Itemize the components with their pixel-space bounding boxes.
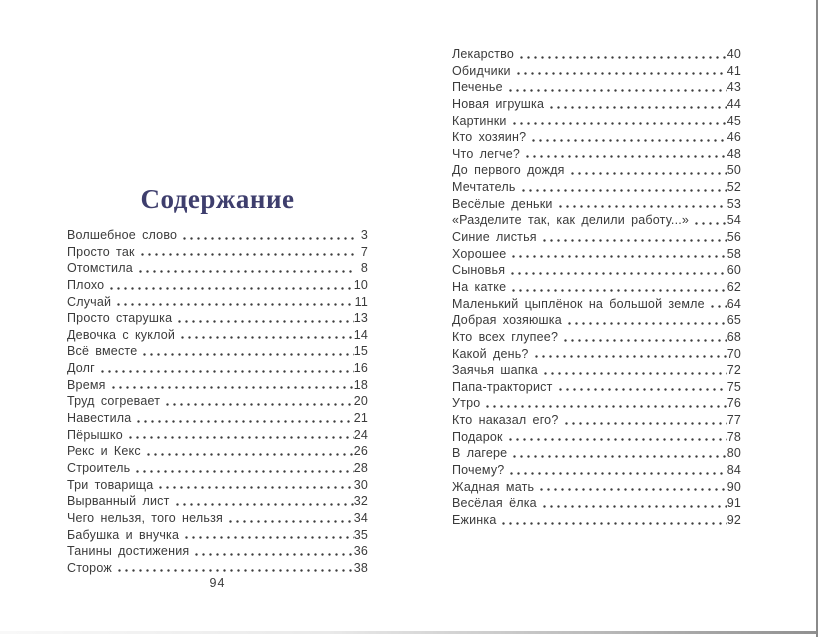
toc-entry-page: 60: [726, 263, 741, 278]
toc-entry-page: 41: [726, 63, 741, 78]
dot-leader: [569, 162, 727, 179]
dot-leader: [538, 479, 726, 496]
toc-entry-page: 14: [353, 327, 368, 342]
dot-leader: [116, 560, 354, 577]
toc-entry: [67, 493, 368, 510]
dot-leader: [542, 362, 727, 379]
toc-entry-page: 77: [726, 413, 741, 428]
dot-leader: [693, 212, 727, 229]
toc-entry-page: 78: [726, 429, 741, 444]
toc-entry-title: Синие листья: [452, 230, 537, 245]
toc-entry-title: Всё вместе: [67, 344, 138, 359]
toc-entry-title: Новая игрушка: [452, 96, 545, 111]
toc-entry-title: Хорошее: [452, 246, 507, 261]
toc-entry-page: 44: [726, 96, 741, 111]
toc-entry-page: 15: [353, 344, 368, 359]
toc-entry-title: Лекарство: [452, 47, 515, 61]
toc-entry-page: 8: [360, 261, 368, 276]
dot-leader: [557, 379, 727, 396]
toc-entry: [452, 212, 741, 229]
dot-leader: [145, 443, 354, 460]
toc-entry: [67, 310, 368, 327]
toc-entry: [452, 346, 741, 363]
toc-entry: [452, 96, 741, 113]
dot-leader: [520, 179, 727, 196]
toc-entry-page: 75: [726, 379, 741, 394]
toc-entry-page: 65: [726, 313, 741, 328]
toc-entry-page: 46: [726, 130, 741, 145]
toc-entry-page: 91: [726, 496, 741, 511]
toc-entry: [452, 63, 741, 80]
toc-entry-title: Танины достижения: [67, 544, 190, 559]
dot-leader: [511, 113, 727, 130]
toc-entry-title: Маленький цыплёнок на большой земле: [452, 296, 705, 311]
toc-entry-title: Заячья шапка: [452, 363, 538, 378]
dot-leader: [507, 429, 727, 446]
toc-entry-title: Утро: [452, 396, 481, 411]
toc-entry-page: 21: [353, 411, 368, 426]
toc-entry-title: Плохо: [67, 277, 105, 292]
toc-entry-title: Весёлая ёлка: [452, 496, 537, 511]
toc-entry-title: Пёрышко: [67, 427, 123, 442]
toc-entry: [452, 46, 741, 63]
toc-entry-page: 30: [353, 477, 368, 492]
dot-leader: [139, 244, 354, 261]
toc-entry-title: Бабушка и внучка: [67, 527, 180, 542]
toc-entry-title: Добрая хозяюшка: [452, 313, 562, 328]
toc-entry: [452, 129, 741, 146]
dot-leader: [115, 294, 354, 311]
toc-entry: [67, 294, 368, 311]
toc-entry: [67, 560, 368, 577]
toc-entry-title: В лагере: [452, 446, 508, 461]
toc-entry-page: 53: [726, 196, 741, 211]
dot-leader: [518, 46, 727, 63]
dot-leader: [157, 477, 353, 494]
dot-leader: [176, 310, 353, 327]
toc-entry-page: 20: [353, 394, 368, 409]
dot-leader: [164, 393, 354, 410]
toc-entry-title: Какой день?: [452, 346, 529, 361]
toc-entry-title: Картинки: [452, 113, 507, 128]
toc-entry-title: Три товарища: [67, 477, 154, 492]
toc-entry-page: 35: [353, 527, 368, 542]
dot-leader: [108, 277, 353, 294]
toc-entry-title: Кто наказал его?: [452, 413, 559, 428]
toc-entry: [452, 379, 741, 396]
dot-leader: [548, 96, 727, 113]
dot-leader: [530, 129, 726, 146]
toc-entry: [67, 227, 368, 244]
page-edge-right: [816, 0, 818, 637]
dot-leader: [557, 196, 727, 213]
dot-leader: [515, 63, 727, 80]
dot-leader: [174, 493, 354, 510]
toc-entry-page: 28: [353, 460, 368, 475]
dot-leader: [508, 462, 726, 479]
toc-entry-page: 50: [726, 163, 741, 178]
toc-entry-title: Время: [67, 377, 106, 392]
toc-entry-page: 16: [353, 361, 368, 376]
dot-leader: [566, 312, 727, 329]
toc-entry: [452, 479, 741, 496]
toc-entry-page: 70: [726, 346, 741, 361]
toc-entry-page: 64: [726, 296, 741, 311]
toc-entry-page: 13: [353, 311, 368, 326]
toc-entry-page: 40: [726, 47, 741, 61]
dot-leader: [709, 296, 727, 313]
toc-entry: [452, 445, 741, 462]
toc-entry: [452, 162, 741, 179]
toc-entry-title: Ежинка: [452, 512, 497, 527]
toc-entry: [452, 296, 741, 313]
toc-entry: [67, 260, 368, 277]
toc-entry-title: Случай: [67, 294, 112, 309]
toc-entry-title: Сторож: [67, 560, 112, 575]
toc-entry-page: 43: [726, 80, 741, 95]
toc-entry-page: 34: [353, 510, 368, 525]
toc-entry-title: Почему?: [452, 463, 505, 478]
dot-leader: [99, 360, 354, 377]
toc-entry-title: Отомстила: [67, 261, 133, 276]
toc-entry-title: Рекс и Кекс: [67, 444, 141, 459]
page-edge-bottom: [0, 631, 818, 634]
dot-leader: [127, 427, 354, 444]
toc-entry: [452, 113, 741, 130]
toc-entry-title: Подарок: [452, 429, 503, 444]
dot-leader: [135, 410, 353, 427]
toc-entry-title: Девочка с куклой: [67, 327, 176, 342]
toc-entry-title: Обидчики: [452, 63, 511, 78]
toc-entry: [67, 527, 368, 544]
toc-entry-title: Долг: [67, 361, 95, 376]
toc-entry: [67, 360, 368, 377]
dot-leader: [137, 260, 354, 277]
dot-leader: [193, 543, 353, 560]
toc-entry: [67, 277, 368, 294]
toc-entry-page: 10: [353, 277, 368, 292]
toc-entry: [67, 460, 368, 477]
toc-entry: [67, 427, 368, 444]
dot-leader: [134, 460, 353, 477]
toc-entry-page: 80: [726, 446, 741, 461]
dot-leader: [562, 329, 727, 346]
dot-leader: [509, 262, 726, 279]
toc-entry-title: Мечтатель: [452, 180, 516, 195]
dot-leader: [524, 146, 727, 163]
toc-entry-page: 45: [726, 113, 741, 128]
toc-entry: [452, 412, 741, 429]
toc-entry: [67, 377, 368, 394]
toc-entry-page: 76: [726, 396, 741, 411]
toc-entry: [67, 244, 368, 261]
toc-entry-title: Папа-тракторист: [452, 379, 553, 394]
toc-entry-title: Что легче?: [452, 146, 521, 161]
toc-entry: [67, 327, 368, 344]
dot-leader: [500, 512, 726, 529]
toc-entry-title: Просто так: [67, 244, 135, 259]
toc-entry: [452, 279, 741, 296]
toc-entry-page: 92: [726, 512, 741, 527]
dot-leader: [179, 327, 354, 344]
toc-entry-page: 11: [354, 294, 368, 309]
toc-column-left: [67, 227, 368, 576]
toc-entry-page: 54: [726, 213, 741, 228]
toc-entry-page: 52: [726, 180, 741, 195]
toc-entry-title: Кто всех глупее?: [452, 329, 559, 344]
toc-entry: [452, 146, 741, 163]
toc-entry-title: Весёлые деньки: [452, 196, 553, 211]
toc-entry-title: Жадная мать: [452, 479, 535, 494]
dot-leader: [227, 510, 354, 527]
toc-entry-title: Просто старушка: [67, 311, 173, 326]
toc-entry-page: 56: [726, 230, 741, 245]
toc-entry: [67, 343, 368, 360]
toc-entry: [452, 429, 741, 446]
toc-entry-page: 58: [726, 246, 741, 261]
toc-entry: [452, 229, 741, 246]
toc-entry-page: 62: [726, 279, 741, 294]
toc-entry-title: До первого дождя: [452, 163, 565, 178]
toc-entry-title: Чего нельзя, того нельзя: [67, 510, 223, 525]
toc-entry-title: Кто хозяин?: [452, 130, 527, 145]
dot-leader: [533, 346, 727, 363]
toc-entry: [67, 543, 368, 560]
toc-entry-page: 26: [353, 444, 368, 459]
toc-entry-page: 48: [726, 146, 741, 161]
toc-entry: [452, 246, 741, 263]
toc-entry: [67, 443, 368, 460]
toc-entry-page: 18: [353, 377, 368, 392]
toc-entry-title: Труд согревает: [67, 394, 161, 409]
toc-entry: [452, 462, 741, 479]
toc-entry-page: 7: [360, 244, 368, 259]
toc-entry-page: 90: [726, 479, 741, 494]
dot-leader: [563, 412, 727, 429]
dot-leader: [510, 279, 726, 296]
toc-entry: [67, 410, 368, 427]
dot-leader: [510, 246, 726, 263]
toc-entry-page: 68: [726, 329, 741, 344]
dot-leader: [181, 227, 354, 244]
toc-entry: [452, 312, 741, 329]
toc-entry-page: 3: [360, 228, 368, 242]
page-number: 94: [209, 576, 226, 590]
dot-leader: [110, 377, 354, 394]
toc-entry-page: 72: [726, 363, 741, 378]
toc-entry: [452, 329, 741, 346]
toc-entry: [67, 510, 368, 527]
toc-entry: [67, 477, 368, 494]
toc-entry-title: «Разделите так, как делили работу...»: [452, 213, 690, 228]
dot-leader: [141, 343, 353, 360]
page-title: Содержание: [140, 184, 295, 214]
toc-entry-page: 36: [353, 544, 368, 559]
toc-entry-page: 84: [726, 463, 741, 478]
toc-entry-title: Вырванный лист: [67, 494, 170, 509]
toc-entry: [67, 393, 368, 410]
toc-entry: [452, 395, 741, 412]
toc-entry-page: 32: [353, 494, 368, 509]
toc-entry-title: Строитель: [67, 460, 131, 475]
toc-entry: [452, 362, 741, 379]
toc-entry: [452, 262, 741, 279]
toc-entry-page: 38: [353, 560, 368, 575]
toc-entry-title: Навестила: [67, 411, 132, 426]
toc-entry-title: На катке: [452, 279, 507, 294]
dot-leader: [541, 495, 727, 512]
dot-leader: [507, 79, 727, 96]
toc-entry: [452, 179, 741, 196]
toc-entry-title: Печенье: [452, 80, 503, 95]
toc-entry-page: 24: [353, 427, 368, 442]
dot-leader: [511, 445, 726, 462]
toc-entry: [452, 196, 741, 213]
dot-leader: [484, 395, 726, 412]
dot-leader: [183, 527, 354, 544]
dot-leader: [541, 229, 727, 246]
toc-column-right: [452, 46, 741, 529]
toc-entry: [452, 79, 741, 96]
toc-entry-title: Волшебное слово: [67, 228, 178, 242]
toc-entry: [452, 495, 741, 512]
toc-entry-title: Сыновья: [452, 263, 506, 278]
toc-entry: [452, 512, 741, 529]
